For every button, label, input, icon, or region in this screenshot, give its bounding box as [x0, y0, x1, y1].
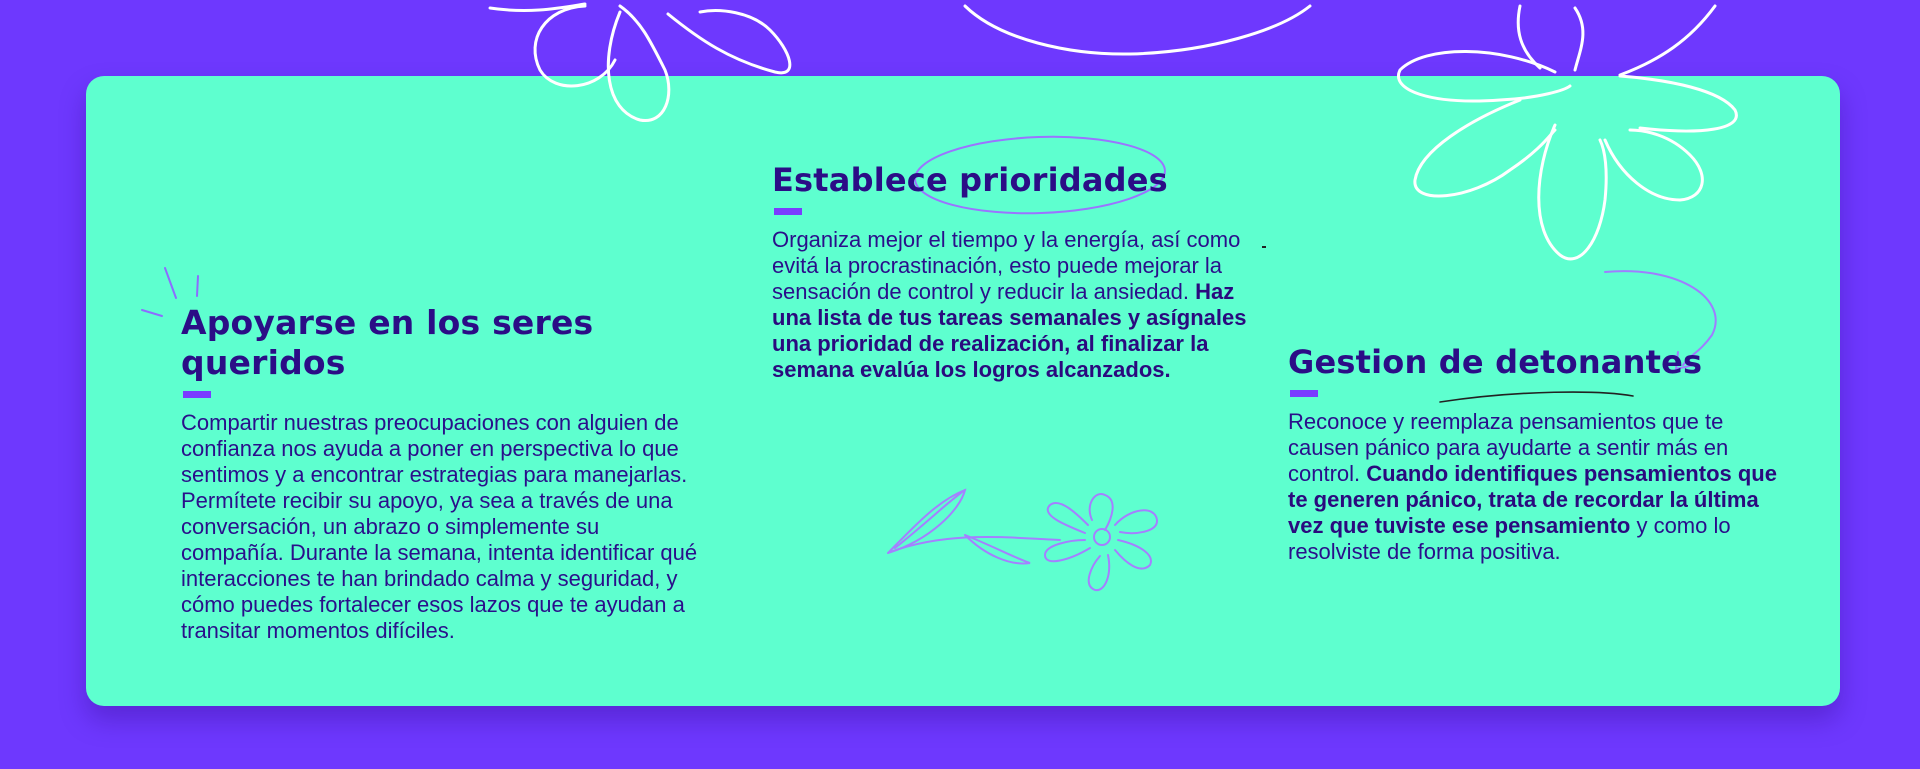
section-title: Establece prioridades	[772, 161, 1168, 199]
section-prioridades	[772, 160, 1262, 383]
body-bold-text: Haz una lista de tus tareas semanales y asígnales una prioridad de realización, al finalizar la semana evalúa los logros alcanzados.	[772, 279, 1247, 382]
accent-bar	[183, 391, 211, 398]
accent-bar	[774, 208, 802, 215]
accent-bar	[1290, 390, 1318, 397]
section-apoyarse	[181, 303, 701, 644]
arc-scribble-icon	[965, 6, 1310, 54]
section-body	[1288, 409, 1778, 565]
body-text: Organiza mejor el tiempo y la energía, así como evitá la procrastinación, esto puede mejorar la sensación de control y reducir la ansiedad.	[772, 227, 1241, 304]
section-title: Gestion de detonantes	[1288, 343, 1703, 381]
section-body	[772, 227, 1262, 383]
body-tail-text: y como lo resolviste de forma positiva.	[1288, 513, 1731, 564]
section-detonantes	[1288, 342, 1778, 565]
section-title: Apoyarse en los seres queridos	[181, 303, 594, 382]
section-body	[181, 410, 701, 644]
body-text: Reconoce y reemplaza pensamientos que te causen pánico para ayudarte a sentir más en control.	[1288, 409, 1729, 486]
body-text: Compartir nuestras preocupaciones con alguien de confianza nos ayuda a poner en perspectiva lo que sentimos y a encontrar estrategias para manejarlas. Permítete recibir su apoyo, ya sea a través de una conversación, un abrazo o simplemente su compañía. Durante la semana, intenta identificar qué interacciones te han brindado calma y seguridad, y cómo puedes fortalecer esos lazos que te ayudan a transitar momentos difíciles.	[181, 410, 698, 643]
body-bold-text: Cuando identifiques pensamientos que te generen pánico, trata de recordar la última vez que tuviste ese pensamiento	[1288, 461, 1777, 538]
